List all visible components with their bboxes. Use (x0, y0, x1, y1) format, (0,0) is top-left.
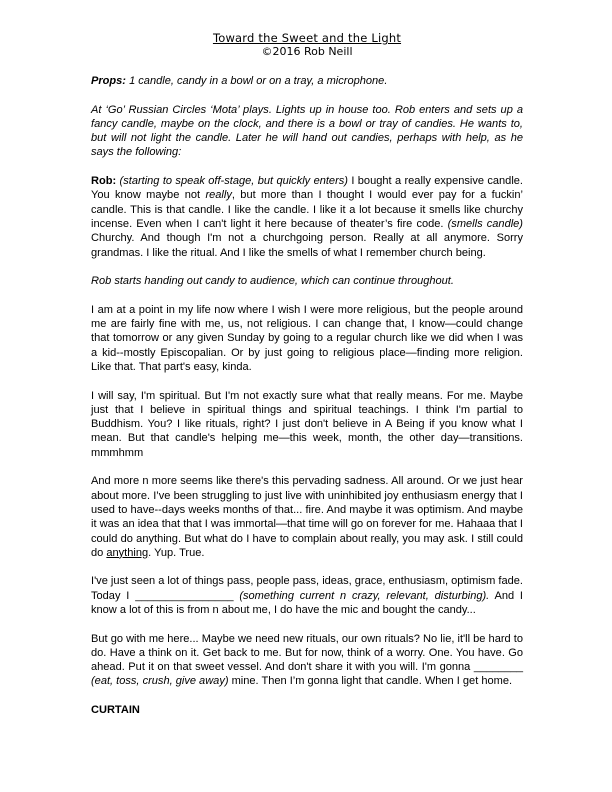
page-title (91, 31, 523, 45)
sadness-text-1: And more n more seems like there's this pervading sadness. All around. Or we just hear about more. I’ve been struggling to just live with uninhibited joy enthusiasm energy that I used to have--days weeks months of that... fire. And maybe it was optimism. And maybe it was an idea that that I was immortal—that time will go on forever for me. Hahaaa that I could do anything. But what do I have to complain about really, you may ask. I still could do (91, 475, 523, 559)
speech-text-2: , but more than I thought I would ever pay for a fuckin’ candle. This is that candle. I like the candle. I like it a lot because it smells like churchy incense. Even when I can't light it here because of theater’s fire code. (91, 189, 523, 230)
rob-speech (91, 174, 523, 260)
sadness-text-2: . Yup. True. (148, 546, 205, 559)
curtain-line: CURTAIN (91, 704, 140, 717)
props-label: Props: (91, 75, 126, 87)
speech-emphasis: really (205, 189, 232, 202)
script-body (91, 31, 523, 717)
paragraph-religion: I am at a point in my life now where I wish I were more religious, but the people around me are fairly fine with me, us, not religious. I can change that, I know—could change that tomorrow or any given Sunday by going to a regular church like we did when I was a kid--mostly Episcopalian. Or by just going to religious place—finding more religion. Like that. That part's easy, kinda. (91, 303, 523, 373)
speech-text-1: I bought a really expensive candle. You know maybe not (91, 175, 523, 202)
paragraph-rituals (91, 632, 523, 689)
stage-direction-candy: Rob starts handing out candy to audience, which can continue throughout. (91, 275, 454, 288)
paragraph-spiritual: I will say, I'm spiritual. But I'm not exactly sure what that really means. For me. Maybe just that I believe in spiritual things and spiritual teachings. I think I'm partial to Buddhism. You? I like rituals, right? I just don't believe in A Being if you know what I mean. But that candle's helping me—this week, month, the other day—transitions. mmmhmm (91, 389, 523, 459)
speaker-name: Rob: (91, 175, 117, 188)
copyright-line: ©2016 Rob Neill (261, 45, 353, 58)
rituals-text-2: mine. Then I’m gonna light that candle. When I get home. (228, 675, 513, 688)
paragraph-fade (91, 574, 523, 617)
speech-direction-2: (smells candle) (447, 217, 523, 230)
speech-text-3: Churchy. And though I'm not a churchgoing person. Really at all anymore. Sorry grandmas. I like the ritual. And I like the smells of what I remember church being. (91, 232, 523, 259)
fade-direction: (something current n crazy, relevant, disturbing). (233, 589, 490, 602)
title-text: Toward the Sweet and the Light (212, 31, 402, 45)
props-text: 1 candle, candy in a bowl or on a tray, a microphone. (126, 75, 388, 87)
rituals-direction: (eat, toss, crush, give away) (91, 675, 229, 688)
props-line (91, 74, 523, 88)
rituals-text-1: But go with me here... Maybe we need new rituals, our own rituals? No lie, it'll be hard to do. Have a think on it. Get back to me. But for now, think of a worry. One. You have. Go ahead. Put it on that sweet vessel. And don't share it with you will. I'm gonna (91, 632, 523, 674)
stage-direction-opening: At ‘Go’ Russian Circles ‘Mota’ plays. Lights up in house too. Rob enters and sets up a fancy candle, maybe on the clock, and there is a bowl or tray of candies. He wants to, but will not light the candle. Later he will hand out candies, perhaps with help, as he says the following: (91, 103, 523, 159)
paragraph-sadness (91, 474, 523, 560)
anything-underlined: anything (106, 546, 149, 559)
rituals-blank: ________ (473, 661, 523, 674)
fade-blank: ________________ (135, 589, 234, 602)
fade-text-2: And I know a lot of this is from n about me, I do have the mic and bought the candy... (91, 589, 524, 616)
speech-direction: (starting to speak off-stage, but quickly enters) (119, 175, 348, 188)
fade-text-1: I've just seen a lot of things pass, people pass, ideas, grace, enthusiasm, optimism fade. Today I (91, 575, 523, 602)
